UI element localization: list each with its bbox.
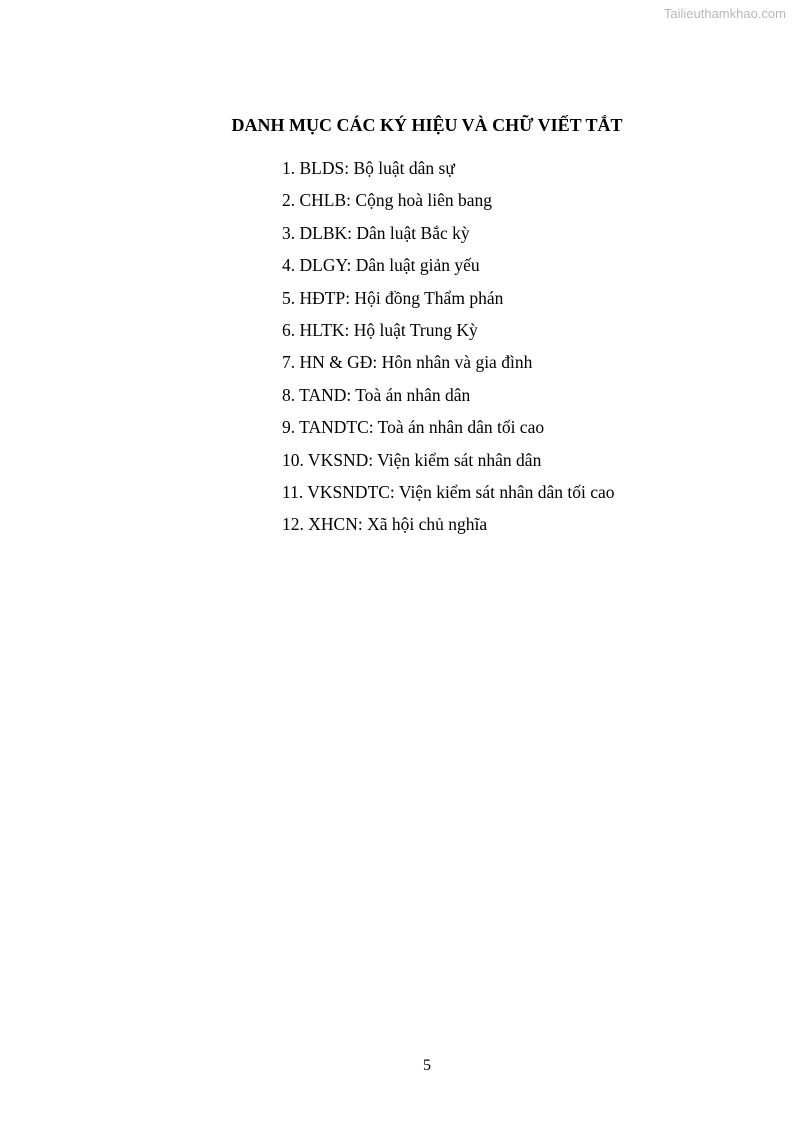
list-item: 12. XHCN: Xã hội chủ nghĩa <box>282 514 488 535</box>
watermark: Tailieuthamkhao.com <box>663 6 786 21</box>
abbreviation-list <box>282 156 615 545</box>
list-item: 2. CHLB: Cộng hoà liên bang <box>282 190 492 211</box>
page-number: 5 <box>423 1057 431 1074</box>
list-item: 5. HĐTP: Hội đồng Thẩm phán <box>282 287 504 308</box>
list-item: 9. TANDTC: Toà án nhân dân tối cao <box>282 417 545 438</box>
list-item: 4. DLGY: Dân luật giản yếu <box>282 255 480 276</box>
list-item: 6. HLTK: Hộ luật Trung Kỳ <box>282 319 478 340</box>
list-item: 8. TAND: Toà án nhân dân <box>282 384 471 405</box>
list-item: 7. HN & GĐ: Hôn nhân và gia đình <box>282 352 533 373</box>
list-item: 11. VKSNDTC: Viện kiểm sát nhân dân tối cao <box>282 481 615 502</box>
list-item: 3. DLBK: Dân luật Bắc kỳ <box>282 222 470 243</box>
list-item: 1. BLDS: Bộ luật dân sự <box>282 158 455 178</box>
page-title: DANH MỤC CÁC KÝ HIỆU VÀ CHỮ VIẾT TẮT <box>231 115 623 135</box>
list-item: 10. VKSND: Viện kiểm sát nhân dân <box>282 449 542 470</box>
